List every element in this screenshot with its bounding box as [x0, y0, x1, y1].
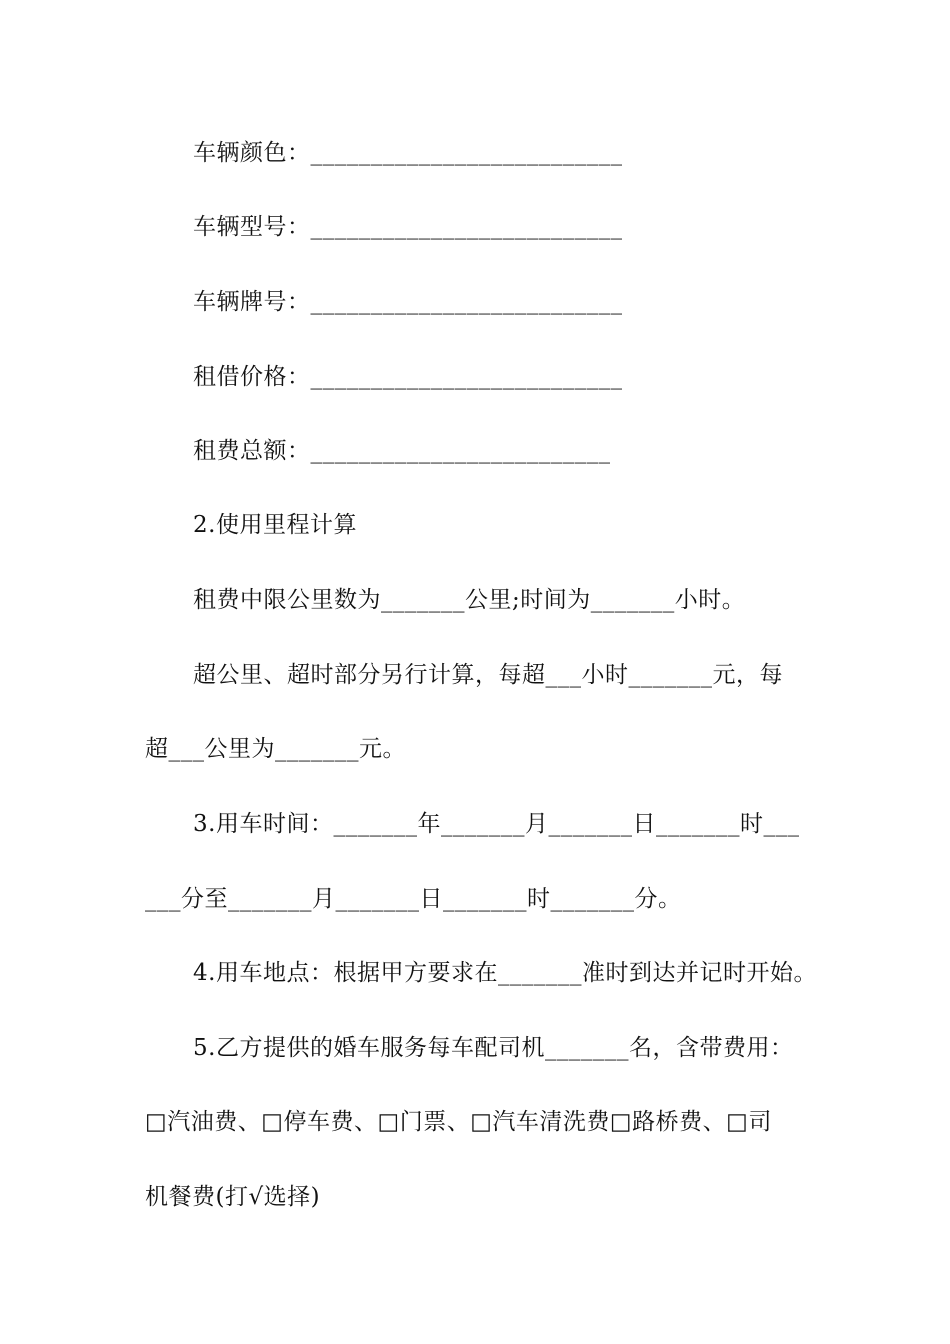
field-blank: _________________________: [310, 438, 611, 464]
field-vehicle-model: [193, 212, 623, 242]
field-vehicle-plate: [193, 287, 623, 317]
section-2-mileage-limit: 租费中限公里数为_______公里;时间为_______小时。: [193, 587, 746, 613]
field-blank: __________________________: [310, 289, 623, 315]
section-2-overage-line-1: 超公里、超时部分另行计算，每超___小时_______元，每: [193, 662, 783, 688]
field-blank: __________________________: [310, 214, 623, 240]
field-label: 车辆牌号：: [193, 289, 311, 315]
section-2-overage-line-2: 超___公里为_______元。: [145, 736, 406, 762]
section-3-time-line-1: 3.用车时间：_______年_______月_______日_______时___: [193, 811, 800, 837]
field-vehicle-color: [193, 138, 623, 168]
section-5-fees-checklist: □汽油费、□停车费、□门票、□汽车清洗费□路桥费、□司: [145, 1109, 772, 1135]
field-label: 租费总额：: [193, 438, 311, 464]
field-rental-total: [193, 436, 611, 466]
section-2-heading: 2.使用里程计算: [193, 512, 357, 538]
field-blank: __________________________: [310, 364, 623, 390]
field-blank: __________________________: [310, 140, 623, 166]
field-rental-price: [193, 362, 623, 392]
section-4-location: 4.用车地点：根据甲方要求在_______准时到达并记时开始。: [193, 960, 817, 986]
section-5-line-3: 机餐费(打√选择): [145, 1184, 321, 1210]
section-3-time-line-2: ___分至_______月_______日_______时_______分。: [145, 886, 682, 912]
field-label: 车辆颜色：: [193, 140, 311, 166]
field-label: 租借价格：: [193, 364, 311, 390]
section-5-line-1: 5.乙方提供的婚车服务每车配司机_______名，含带费用：: [193, 1035, 794, 1061]
field-label: 车辆型号：: [193, 214, 311, 240]
